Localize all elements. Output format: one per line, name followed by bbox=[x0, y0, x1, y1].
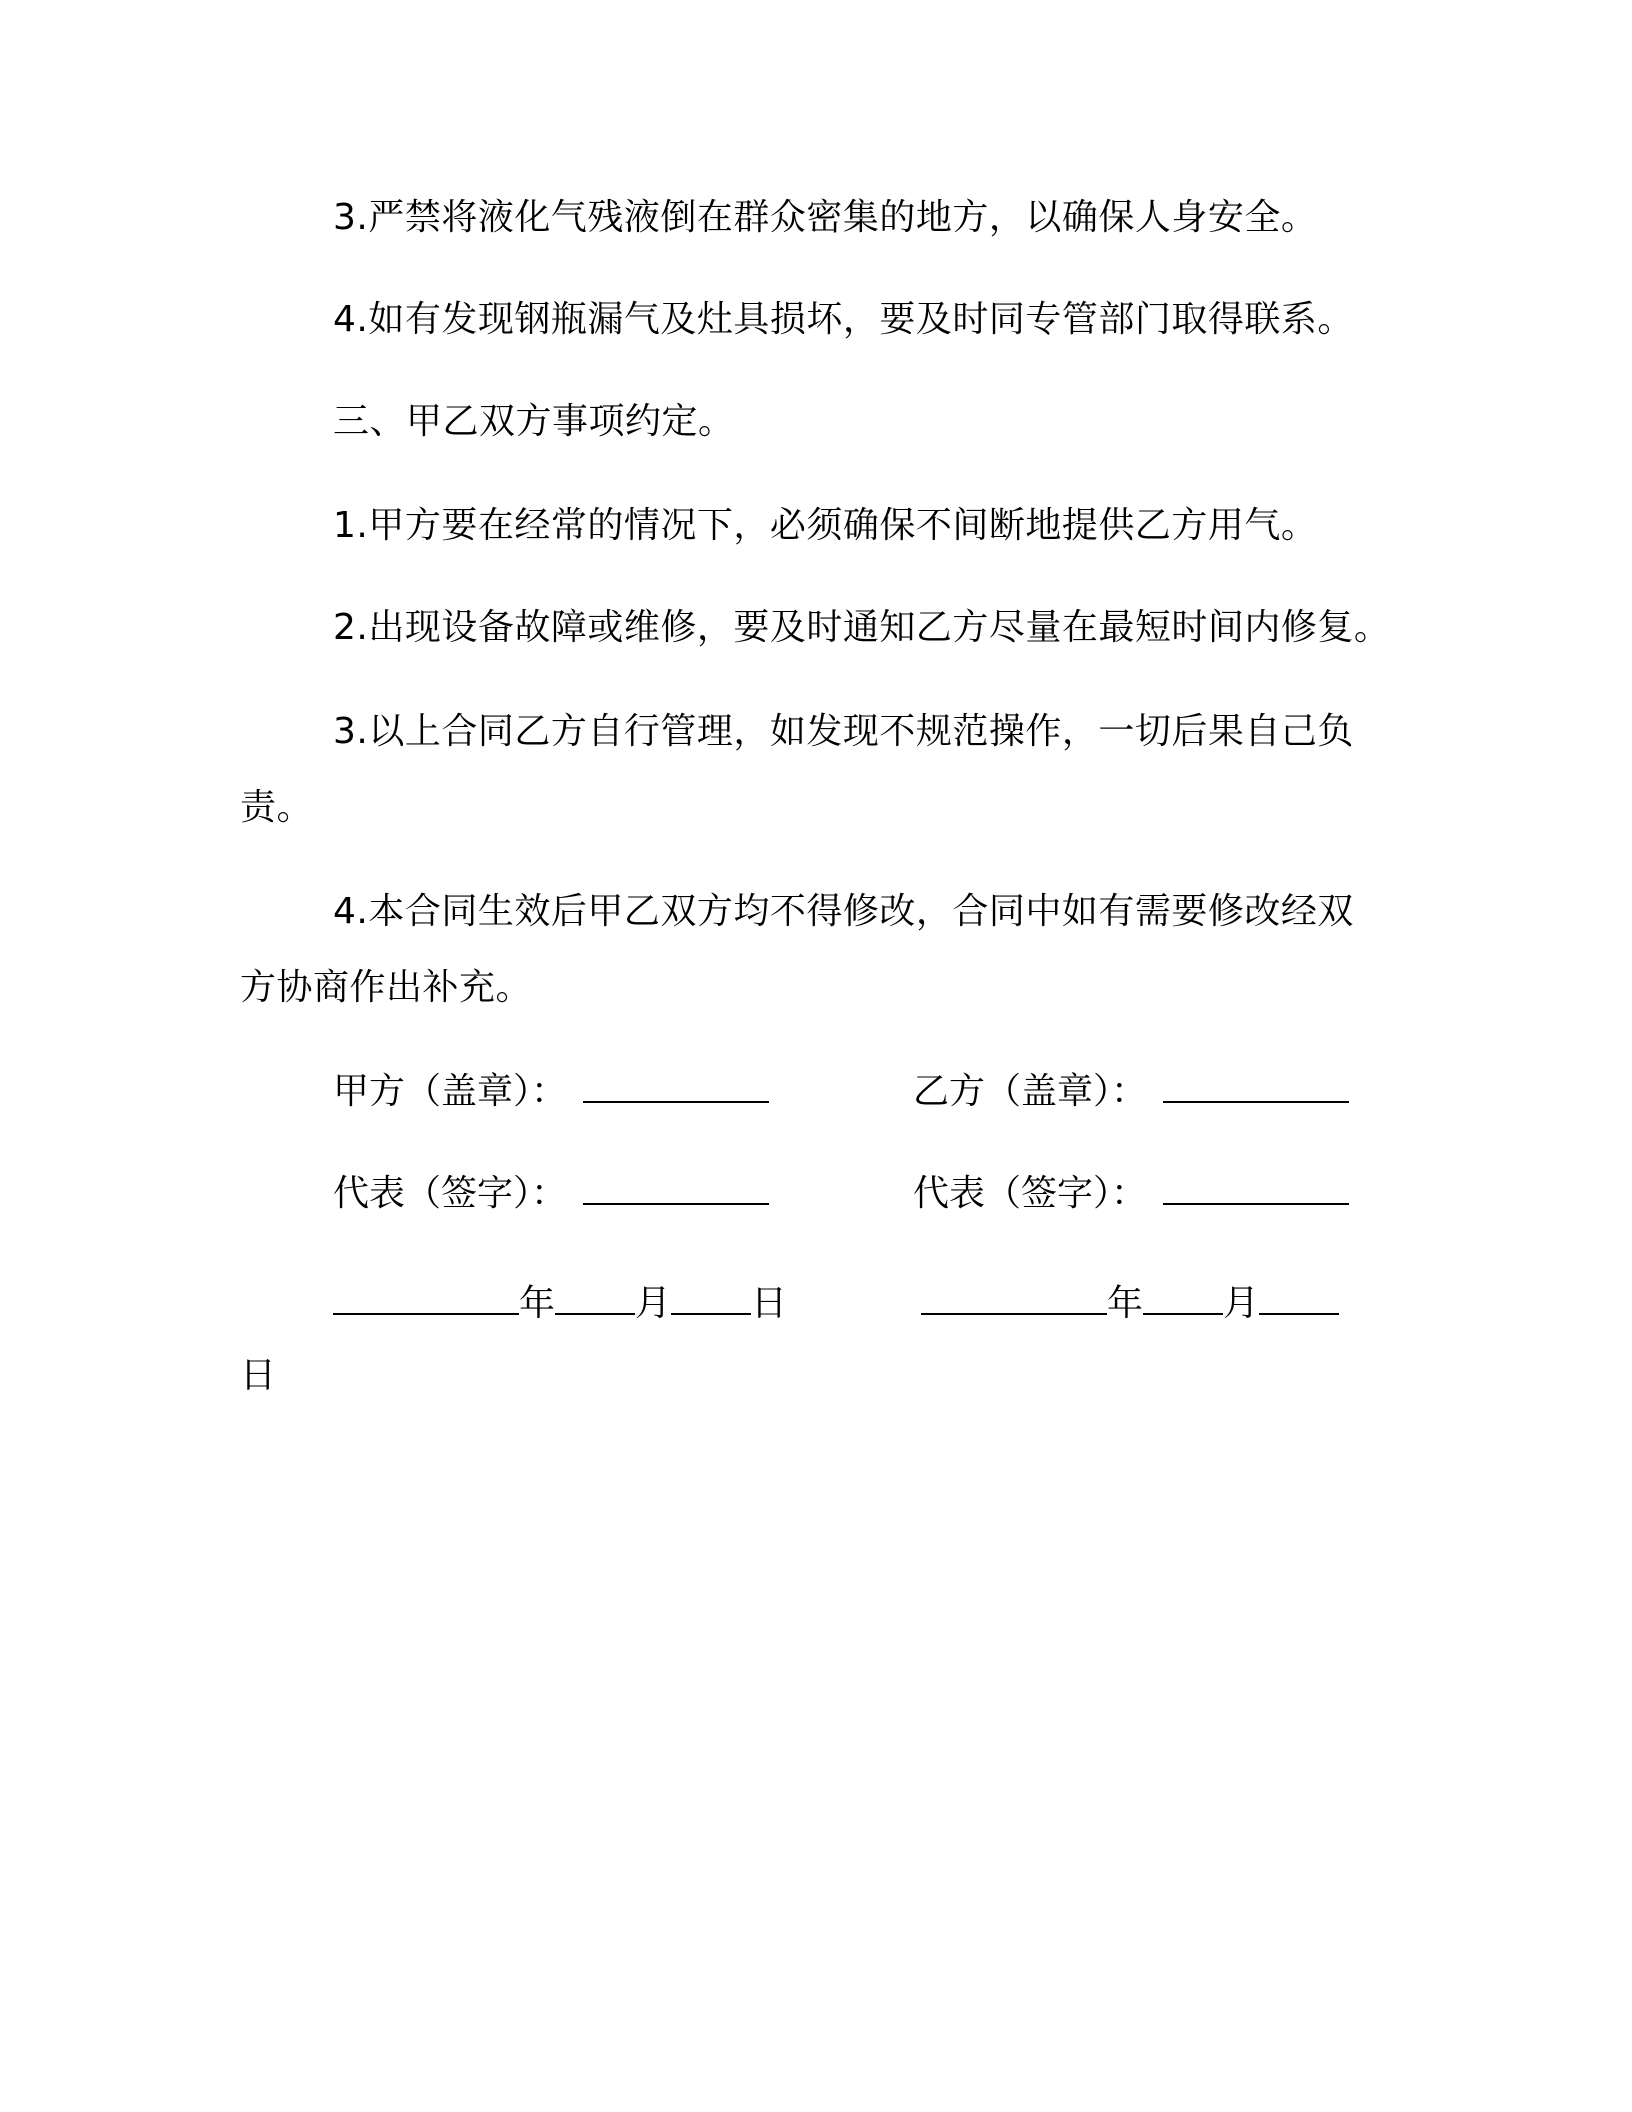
paragraph-agreement-2: 2.出现设备故障或维修，要及时通知乙方尽量在最短时间内修复。 bbox=[333, 607, 1391, 648]
paragraph-agreement-3-cont: 责。 bbox=[240, 787, 314, 828]
paragraph-safety-3: 3.严禁将液化气残液倒在群众密集的地方，以确保人身安全。 bbox=[333, 197, 1318, 238]
date-b-year-label: 年 bbox=[1107, 1283, 1144, 1324]
party-a-seal-blank[interactable] bbox=[583, 1071, 769, 1103]
paragraph-agreement-3: 3.以上合同乙方自行管理，如发现不规范操作，一切后果自己负 bbox=[333, 711, 1354, 752]
rep-a-line bbox=[333, 1172, 769, 1216]
section-heading-3: 三、甲乙双方事项约定。 bbox=[333, 401, 735, 442]
date-a-month-label: 月 bbox=[635, 1283, 672, 1324]
party-b-seal-line bbox=[913, 1070, 1349, 1114]
date-a-month-blank[interactable] bbox=[555, 1283, 635, 1315]
rep-a-blank[interactable] bbox=[583, 1173, 769, 1205]
date-b-line bbox=[921, 1282, 1339, 1326]
date-a-day-label: 日 bbox=[751, 1283, 788, 1324]
date-a-year-blank[interactable] bbox=[333, 1283, 519, 1315]
rep-b-line bbox=[913, 1172, 1349, 1216]
party-a-seal-label: 甲方（盖章）： bbox=[333, 1071, 568, 1112]
paragraph-agreement-4-cont: 方协商作出补充。 bbox=[240, 967, 533, 1008]
party-b-seal-label: 乙方（盖章）： bbox=[913, 1071, 1148, 1112]
rep-b-blank[interactable] bbox=[1163, 1173, 1349, 1205]
paragraph-agreement-1: 1.甲方要在经常的情况下，必须确保不间断地提供乙方用气。 bbox=[333, 505, 1318, 546]
date-a-day-blank[interactable] bbox=[671, 1283, 751, 1315]
date-a-line bbox=[333, 1282, 787, 1326]
paragraph-safety-4: 4.如有发现钢瓶漏气及灶具损坏，要及时同专管部门取得联系。 bbox=[333, 299, 1354, 340]
paragraph-agreement-4: 4.本合同生效后甲乙双方均不得修改，合同中如有需要修改经双 bbox=[333, 891, 1354, 932]
party-b-seal-blank[interactable] bbox=[1163, 1071, 1349, 1103]
rep-b-label: 代表（签字）： bbox=[913, 1173, 1148, 1214]
date-b-month-blank[interactable] bbox=[1143, 1283, 1223, 1315]
date-b-year-blank[interactable] bbox=[921, 1283, 1107, 1315]
rep-a-label: 代表（签字）： bbox=[333, 1173, 568, 1214]
date-a-year-label: 年 bbox=[519, 1283, 556, 1324]
date-b-day-wrap: 日 bbox=[240, 1355, 277, 1396]
date-b-day-blank[interactable] bbox=[1259, 1283, 1339, 1315]
date-b-month-label: 月 bbox=[1223, 1283, 1260, 1324]
party-a-seal-line bbox=[333, 1070, 769, 1114]
